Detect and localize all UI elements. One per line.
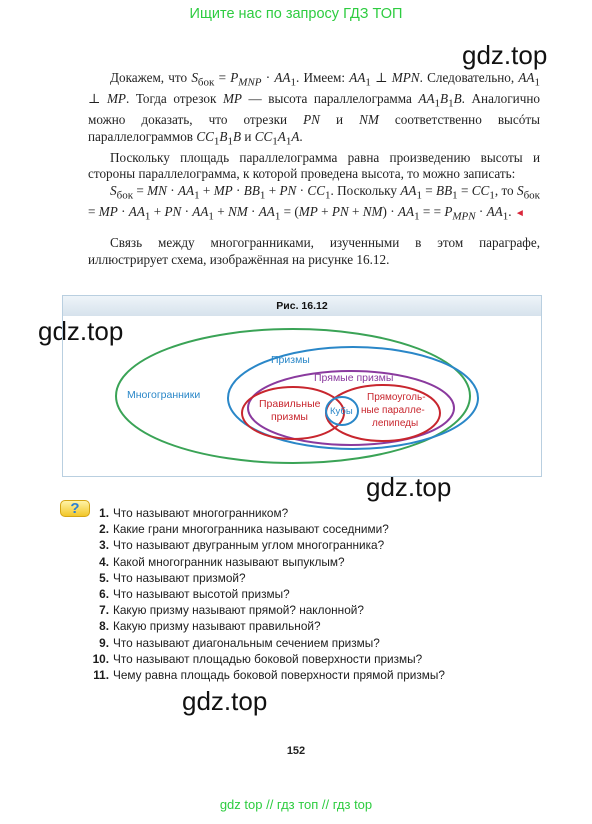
- label-cuboids-2: ные паралле-: [361, 405, 425, 416]
- figure-caption: Рис. 16.12: [63, 296, 541, 316]
- label-prisms: Призмы: [271, 354, 310, 366]
- proof-text: [88, 70, 540, 268]
- bottom-banner: gdz top // гдз топ // гдз top: [219, 797, 373, 812]
- diagram-intro: Связь между многогранниками, изученными в этом параграфе, иллюстрирует схема, изображённая на рисунке 16.12.: [88, 235, 540, 267]
- list-item: 1. Что называют многогранником?: [99, 506, 289, 520]
- list-item: 6. Что называют высотой призмы?: [99, 587, 290, 602]
- top-search-banner: Ищите нас по запросу ГДЗ ТОП: [189, 6, 403, 22]
- list-item: 7. Какую призму называют прямой? наклонной?: [99, 603, 364, 618]
- euler-diagram: [63, 316, 541, 474]
- list-item: 11. Чему равна площадь боковой поверхности прямой призмы?: [93, 668, 445, 683]
- question-mark-icon: ?: [60, 500, 90, 517]
- end-of-proof-marker: ◄: [514, 208, 525, 220]
- label-polyhedra: Многогранники: [127, 389, 201, 401]
- review-questions: [88, 505, 445, 683]
- label-regular-prisms-1: Правильные: [259, 398, 321, 410]
- list-item: 2. Какие грани многогранника называют соседними?: [99, 522, 389, 537]
- proof-paragraph-1: Докажем, что $S_{бок} = P_{MNP} \cdot AA_1$. Имеем: $AA_1$ ⊥ MPN. Следовательно, $AA_1$ ⊥ MP. Тогда отрезок MP — высота параллелограмма $AA_1B_1B$. Аналогично можно доказать, что отрезки PN и NM соответственно высóты параллелограммов $CC_1B_1B$ и $CC_1A_1A$.: [88, 70, 540, 148]
- figure-16-12: [62, 295, 542, 477]
- watermark: gdz.top: [182, 686, 268, 716]
- watermark: gdz.top: [366, 472, 452, 502]
- sub-bok: бок: [197, 76, 215, 89]
- proof-paragraph-3: $S_{бок}$ = MN · $AA_1$ + MP · $BB_1$ + PN · $CC_1$. Поскольку $AA_1 = BB_1 = CC_1$, то $S_{бок}$ = MP · $AA_1$ + PN · $AA_1$ + NM · $AA_1 = (MP$ + PN + $NM) \cdot AA_1$ = = $P_{MPN} \cdot AA_1$. ◄: [88, 182, 541, 223]
- list-item: 4. Какой многогранник называют выпуклым?: [99, 554, 345, 569]
- watermark: gdz.top: [462, 40, 548, 70]
- label-cubes: Кубы: [330, 406, 353, 417]
- label-cuboids-1: Прямоуголь-: [367, 392, 426, 403]
- watermark: gdz.top: [38, 316, 124, 346]
- list-item: 5. Что называют призмой?: [99, 570, 246, 585]
- label-right-prisms: Прямые призмы: [314, 372, 394, 384]
- proof-paragraph-2: Поскольку площадь параллелограмма равна произведению высоты и стороны параллелограмма, к которой проведена высота, то можно записать:: [88, 149, 540, 182]
- label-regular-prisms-2: призмы: [271, 411, 308, 423]
- list-item: 3. Что называют двугранным углом многогранника?: [99, 538, 385, 553]
- list-item: 9. Что называют диагональным сечением призмы?: [99, 635, 380, 650]
- page-number: 152: [286, 745, 306, 757]
- list-item: 8. Какую призму называют правильной?: [99, 619, 321, 634]
- list-item: 10. Что называют площадью боковой поверхности призмы?: [92, 651, 423, 666]
- label-cuboids-3: лепипеды: [372, 418, 419, 429]
